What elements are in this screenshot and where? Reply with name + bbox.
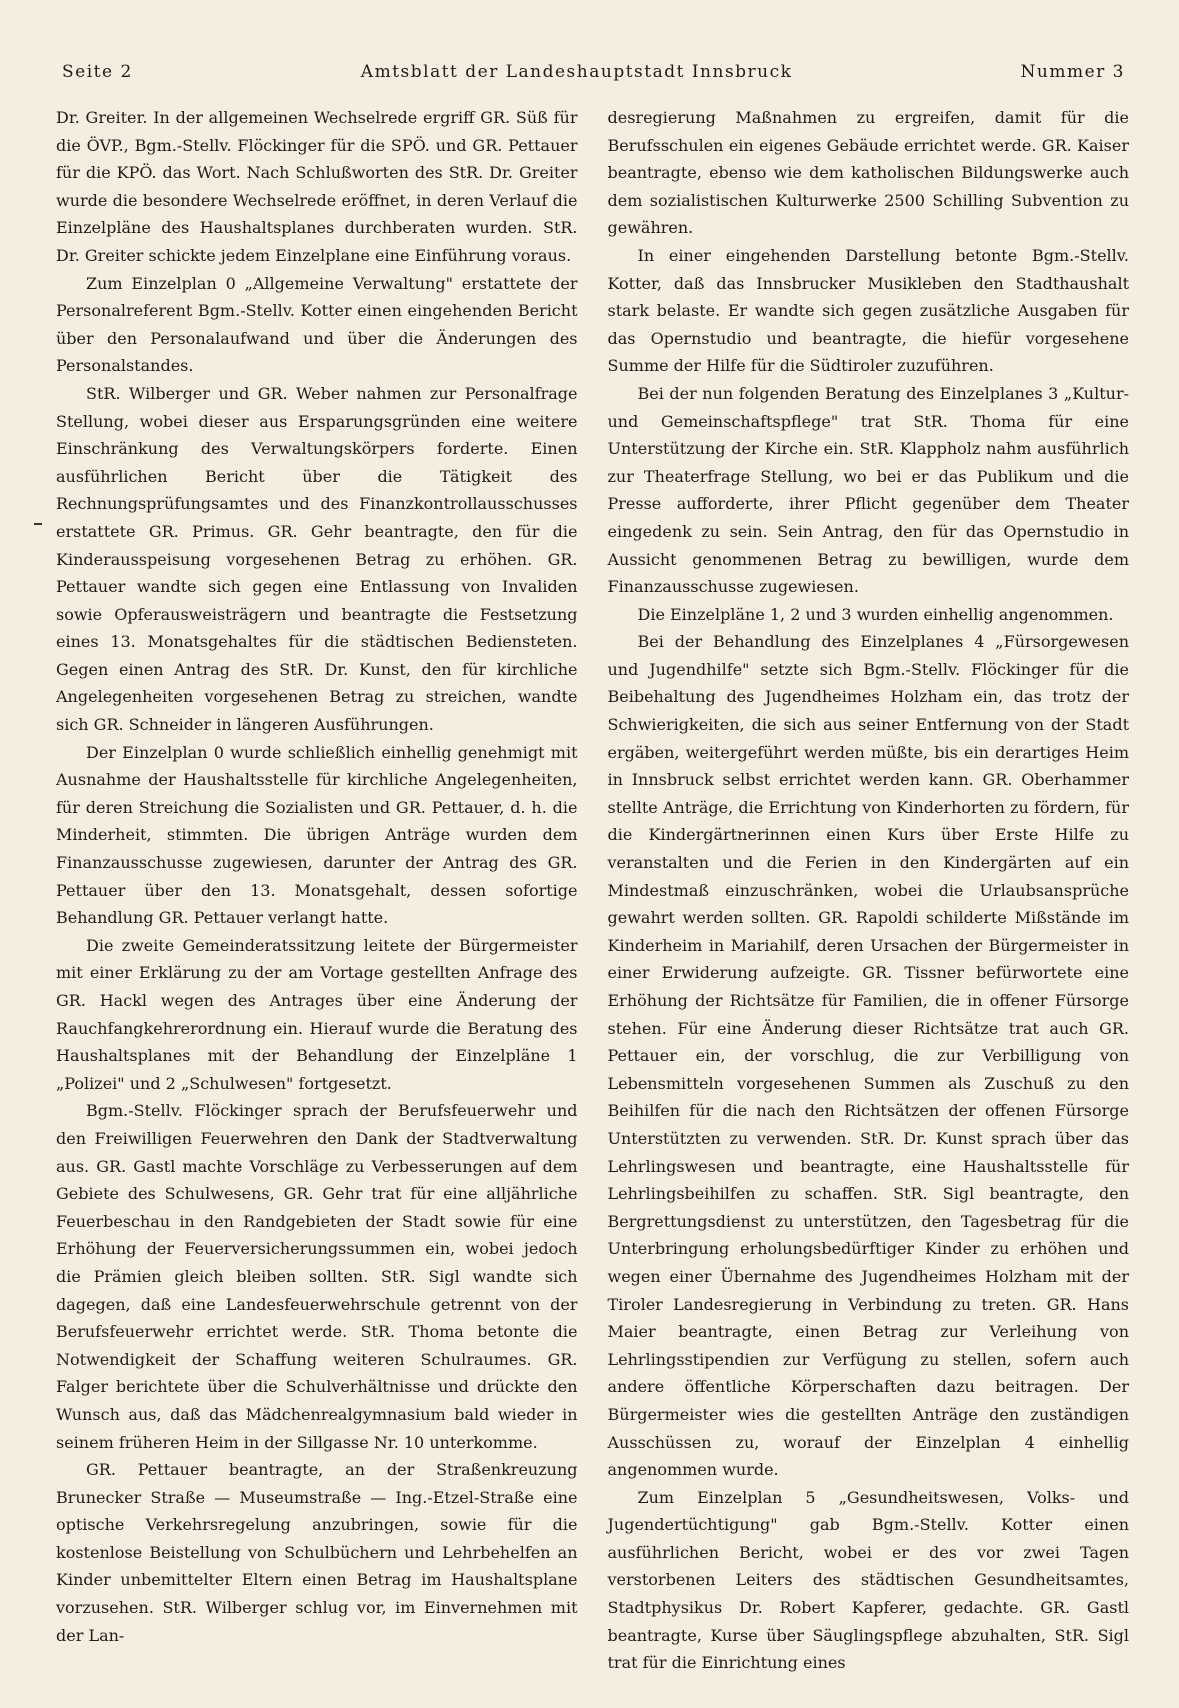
paragraph: Bgm.-Stellv. Flöckinger sprach der Berufsfeuerwehr und den Freiwilligen Feuerwehren den Dank der Stadtverwaltung aus. GR. Gastl machte Vorschläge zu Verbesserungen auf dem Gebiete des Schulwesens, GR. Gehr trat für eine alljährliche Feuerbeschau in den Randgebieten der Stadt sowie für eine Erhöhung der Feuerversicherungssummen ein, wobei jedoch die Prämien gleich bleiben sollten. StR. Sigl wandte sich dagegen, daß eine Landesfeuerwehrschule getrennt von der Berufsfeuerwehr errichtet werde. StR. Thoma betonte die Notwendigkeit der Schaffung weiteren Schulraumes. GR. Falger berichtete über die Schulverhältnisse und drückte den Wunsch aus, daß das Mädchenrealgymnasium bald wieder in seinem früheren Heim in der Sillgasse Nr. 10 unterkomme. <box>56 1101 578 1452</box>
column-left <box>56 104 578 1677</box>
text-columns <box>56 104 1129 1677</box>
paragraph: Bei der nun folgenden Beratung des Einzelplanes 3 „Kultur- und Gemeinschaftspflege" trat StR. Thoma für eine Unterstützung der Kirche ein. StR. Klappholz nahm ausführlich zur Theaterfrage Stellung, wo bei er das Publikum und die Presse aufforderte, ihrer Pflicht gegenüber dem Theater eingedenk zu sein. Sein Antrag, den für das Opernstudio in Aussicht genommenen Betrag zu bewilligen, wurde dem Finanzausschusse zugewiesen. <box>607 383 1129 597</box>
paragraph: StR. Wilberger und GR. Weber nahmen zur Personalfrage Stellung, wobei dieser aus Ersparungsgründen eine weitere Einschränkung des Verwaltungskörpers forderte. Einen ausführlichen Bericht über die Tätigkeit des Rechnungsprüfungsamtes und des Finanzkontrollausschusses erstattete GR. Primus. GR. Gehr beantragte, den für die Kinderausspeisung vorgesehenen Betrag zu erhöhen. GR. Pettauer wandte sich gegen eine Entlassung von Invaliden sowie Opferausweisträgern und beantragte die Festsetzung eines 13. Monatsgehaltes für die städtischen Bediensteten. Gegen einen Antrag des StR. Dr. Kunst, den für kirchliche Angelegenheiten vorgesehenen Betrag zu streichen, wandte sich GR. Schneider in längeren Ausführungen. <box>56 383 578 735</box>
paragraph: Bei der Behandlung des Einzelplanes 4 „Fürsorgewesen und Jugendhilfe" setzte sich Bgm.-Stellv. Flöckinger für die Beibehaltung des Jugendheimes Holzham ein, das trotz der Schwierigkeiten, die sich aus seiner Entfernung von der Stadt ergäben, weitergeführt werden müßte, bis ein derartiges Heim in Innsbruck selbst errichtet werden kann. GR. Oberhammer stellte Anträge, die Errichtung von Kinderhorten zu fördern, für die Kindergärtnerinnen einen Kurs über Erste Hilfe zu veranstalten und die Ferien in den Kindergärten auf ein Mindestmaß einzuschränken, wobei die Urlaubsansprüche gewahrt werden sollten. GR. Rapoldi schilderte Mißstände im Kinderheim in Mariahilf, deren Ursachen der Bürgermeister in einer Erwiderung aufzeigte. GR. Tissner befürwortete eine Erhöhung der Richtsätze für Familien, die in offener Fürsorge stehen. Für eine Änderung dieser Richtsätze trat auch GR. Pettauer ein, der vorschlug, die zur Verbilligung von Lebensmitteln vorgesehenen Summen als Zuschuß zu den Beihilfen für die nach den Richtsätzen der offenen Fürsorge Unterstützten zu verwenden. StR. Dr. Kunst sprach über das Lehrlingswesen und beantragte, eine Haushaltsstelle für Lehrlingsbeihilfen zu schaffen. StR. Sigl beantragte, den Bergrettungsdienst zu unterstützen, den Tagesbetrag für die Unterbringung erholungsbedürftiger Kinder zu erhöhen und wegen einer Übernahme des Jugendheimes Holzham mit der Tiroler Landesregierung in Verbindung zu treten. GR. Hans Maier beantragte, einen Betrag zur Verleihung von Lehrlingsstipendien zur Verfügung zu stellen, sofern auch andere öffentliche Körperschaften dazu beitragen. Der Bürgermeister wies die gestellten Anträge den zuständigen Ausschüssen zu, worauf der Einzelplan 4 einhellig angenommen wurde. <box>607 632 1129 1480</box>
margin-mark <box>34 523 42 525</box>
paragraph: Zum Einzelplan 0 „Allgemeine Verwaltung" erstattete der Personalreferent Bgm.-Stellv. Kotter einen eingehenden Bericht über den Personalaufwand und über die Änderungen des Personalstandes. <box>56 273 578 376</box>
paragraph: GR. Pettauer beantragte, an der Straßenkreuzung Brunecker Straße — Museumstraße — Ing.-Etzel-Straße eine optische Verkehrsregelung anzubringen, sowie für die kostenlose Beistellung von Schulbüchern und Lehrbehelfen an Kinder unbemittelter Eltern einen Betrag im Haushaltsplane vorzusehen. StR. Wilberger schlug vor, im Einvernehmen mit der Lan- <box>56 1460 578 1645</box>
issue-number: Nummer 3 <box>1020 62 1125 82</box>
paragraph: Die Einzelpläne 1, 2 und 3 wurden einhellig angenommen. <box>637 604 1114 624</box>
page-number: Seite 2 <box>62 62 133 82</box>
paragraph: In einer eingehenden Darstellung betonte Bgm.-Stellv. Kotter, daß das Innsbrucker Musikleben den Stadthaushalt stark belaste. Er wandte sich gegen zusätzliche Ausgaben für das Opernstudio und beantragte, die hiefür vorgesehene Summe der Hilfe für die Südtiroler zuzuführen. <box>607 245 1129 376</box>
column-right <box>608 104 1130 1677</box>
paragraph: Dr. Greiter. In der allgemeinen Wechselrede ergriff GR. Süß für die ÖVP., Bgm.-Stellv. Flöckinger für die SPÖ. und GR. Pettauer für die KPÖ. das Wort. Nach Schlußworten des StR. Dr. Greiter wurde die besondere Wechselrede eröffnet, in deren Verlauf die Einzelpläne des Haushaltsplanes durchberaten wurden. StR. Dr. Greiter schickte jedem Einzelplane eine Einführung voraus. <box>56 108 578 265</box>
paragraph: desregierung Maßnahmen zu ergreifen, damit für die Berufsschulen ein eigenes Gebäude errichtet werde. GR. Kaiser beantragte, ebenso wie dem katholischen Bildungswerke auch dem sozialistischen Kulturwerke 2500 Schilling Subvention zu gewähren. <box>607 108 1129 238</box>
paragraph: Zum Einzelplan 5 „Gesundheitswesen, Volks- und Jugendertüchtigung" gab Bgm.-Stellv. Kotter einen ausführlichen Bericht, wobei er des vor zwei Tagen verstorbenen Leiters des städtischen Gesundheitsamtes, Stadtphysikus Dr. Robert Kapferer, gedachte. GR. Gastl beantragte, Kurse über Säuglingspflege abzuhalten, StR. Sigl trat für die Einrichtung eines <box>607 1487 1129 1673</box>
paragraph: Die zweite Gemeinderatssitzung leitete der Bürgermeister mit einer Erklärung zu der am Vortage gestellten Anfrage des GR. Hackl wegen des Antrages über eine Änderung der Rauchfangkehrerordnung ein. Hierauf wurde die Beratung des Haushaltsplanes mit der Behandlung der Einzelpläne 1 „Polizei" und 2 „Schulwesen" fortgesetzt. <box>56 935 578 1093</box>
page-header <box>56 62 1129 104</box>
publication-title: Amtsblatt der Landeshauptstadt Innsbruck <box>360 62 793 82</box>
paragraph: Der Einzelplan 0 wurde schließlich einhellig genehmigt mit Ausnahme der Haushaltsstelle für kirchliche Angelegenheiten, für deren Streichung die Sozialisten und GR. Pettauer, d. h. die Minderheit, stimmten. Die übrigen Anträge wurden dem Finanzausschusse zugewiesen, darunter der Antrag des GR. Pettauer über den 13. Monatsgehalt, dessen sofortige Behandlung GR. Pettauer verlangt hatte. <box>56 742 578 928</box>
